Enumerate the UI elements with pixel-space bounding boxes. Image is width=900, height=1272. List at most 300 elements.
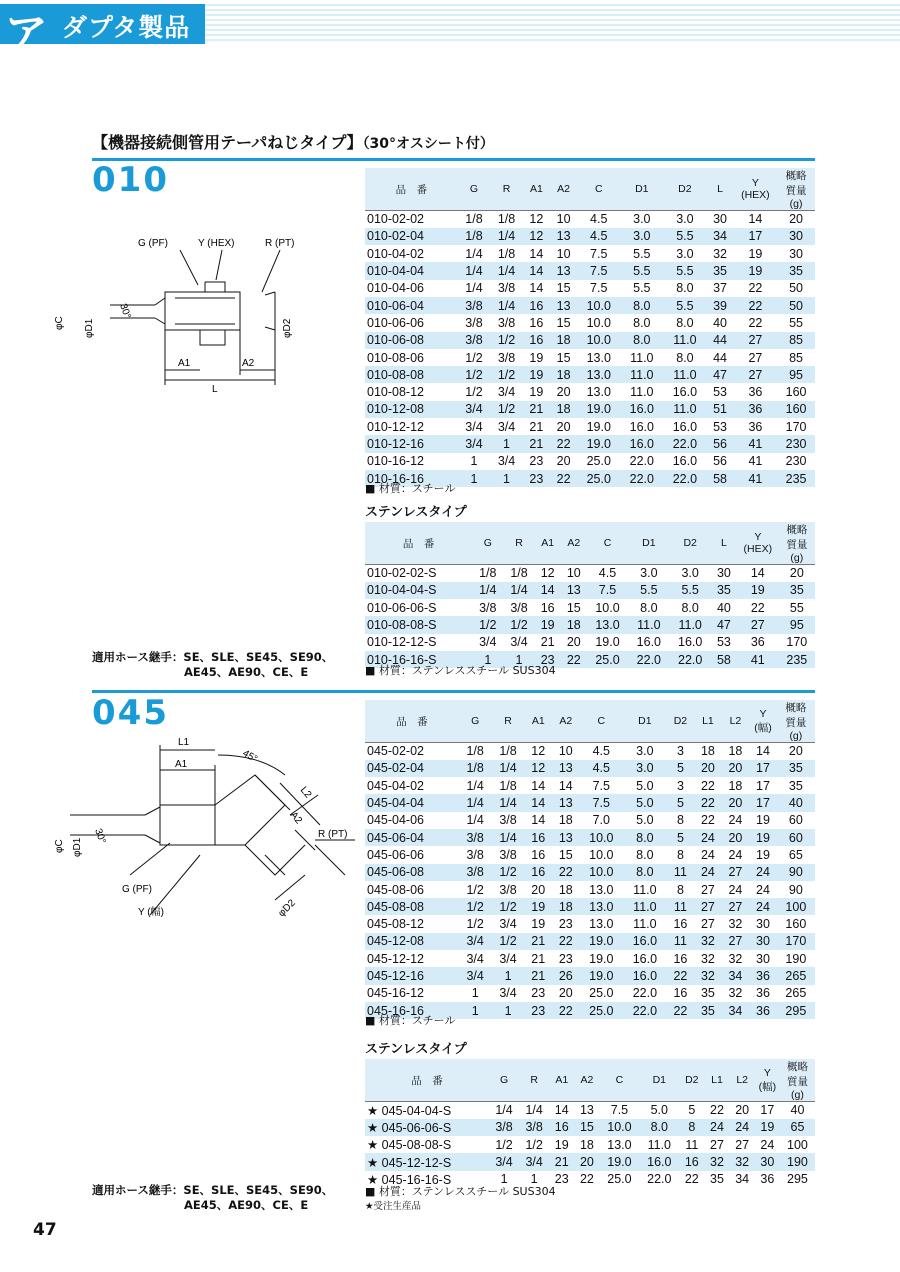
table-cell: 32 [700,951,715,966]
table-cell: 8.0 [623,829,667,846]
table-cell: 36 [750,635,765,650]
table-cell: 15 [556,315,571,330]
product-code-010: 010 [92,160,169,200]
table-cell: 22.0 [670,651,711,668]
table-row [365,812,815,829]
table-cell: 27 [748,350,763,365]
table-cell: 19.0 [595,635,620,650]
table-cell: 15 [558,847,573,862]
table-cell: 90 [777,864,815,881]
table-row [365,1102,815,1119]
column-header: D2 [663,168,706,211]
table-cell: 1/8 [479,566,497,581]
table-cell: 22 [748,315,763,330]
table-cell: 8 [676,882,684,897]
table-cell: 32 [694,933,722,950]
table-row [365,743,815,760]
table-cell: 11.0 [663,401,706,418]
label-g: G (PF) [138,238,168,249]
table-cell: 22 [694,794,722,811]
table-cell: 85 [777,332,815,349]
table-cell: 44 [706,332,733,349]
column-header: D1 [620,168,663,211]
table-cell: 13.0 [589,882,614,897]
part-number-cell: 045-12-08 [365,933,459,950]
column-header: C [600,1059,640,1102]
table-cell: 1 [459,1002,492,1019]
part-number-cell: 010-04-04-S [365,582,472,599]
column-header: D1 [628,522,669,565]
table-cell: 3 [676,744,684,759]
table-cell: 10.0 [577,297,620,314]
column-header: 品 番 [365,700,459,743]
table-cell: 1 [490,470,523,487]
table-cell: 265 [777,967,815,984]
label-a2-045: A2 [287,809,304,827]
table-cell: 39 [706,297,733,314]
table-cell: 19 [734,262,777,279]
table-cell: 22.0 [629,454,654,469]
table-cell: 3/4 [459,967,492,984]
part-number-cell: 010-12-08 [365,401,458,418]
table-cell: 19.0 [600,1153,640,1170]
table-cell: 160 [785,385,807,400]
table-row [365,211,815,228]
column-header: Y (HEX) [737,522,779,565]
table-cell: 7.5 [592,778,610,793]
table-row [365,634,815,651]
table-cell: 4.5 [598,566,617,581]
table-cell: 4.5 [590,212,608,227]
table-cell: 19 [749,829,777,846]
stainless-title-010: ステンレスタイプ [365,505,467,520]
table-cell: 22 [710,1103,724,1118]
table-cell: 3/4 [479,635,497,650]
table-cell: 295 [777,1002,815,1019]
label-l1: L1 [178,737,190,748]
table-cell: 3/8 [499,847,517,862]
table-cell: 3.0 [620,228,663,245]
table-cell: 1/4 [466,813,484,828]
label-a1-045: A1 [175,759,188,770]
table-cell: 22 [550,435,577,452]
table-row [365,349,815,366]
table-cell: 24 [704,1119,729,1136]
table-cell: 20 [789,212,804,227]
column-header: A2 [552,700,580,743]
hose-line2: AE45、AE90、CE、E [184,1198,309,1212]
table-cell: 1/2 [458,366,491,383]
column-header: R [503,522,534,565]
table-cell: 30 [777,228,815,245]
table-cell: 190 [780,1153,815,1170]
section-rule-010 [92,158,815,161]
table-cell: 13.0 [580,898,624,915]
table-010 [365,168,815,487]
table-cell: 5 [688,1103,696,1118]
label-d1: φD1 [84,318,95,338]
part-number-cell: ★ 045-04-04-S [367,1103,452,1118]
table-cell: 35 [711,582,737,599]
table-row [365,898,815,915]
header-big-char: ア [4,9,48,60]
table-cell: 19 [554,1137,569,1152]
table-row [365,383,815,400]
table-cell: 1 [492,1002,525,1019]
table-cell: 170 [786,635,808,650]
table-cell: 24 [730,1119,755,1136]
table-row [365,933,815,950]
table-cell: 36 [749,1002,777,1019]
table-cell: 16.0 [672,454,698,469]
table-cell: 13.0 [586,385,611,400]
label-d2: φD2 [282,318,293,338]
table-cell: 3/8 [510,600,528,615]
table-cell: 3.0 [640,566,658,581]
table-cell: 1/4 [458,262,491,279]
section-title [92,130,494,153]
table-cell: 16.0 [620,435,663,452]
table-cell: 40 [713,315,727,330]
table-cell: 27 [722,864,750,881]
table-cell: 20 [558,986,573,1001]
table-cell: 1/2 [465,385,483,400]
table-cell: 3.0 [636,744,654,759]
part-number-cell: 010-16-16 [365,470,458,487]
table-cell: 22.0 [623,1002,667,1019]
section-title-main: 【機器接続側管用テーパねじタイプ】 [92,133,363,152]
table-cell: 23 [531,986,546,1001]
part-number-cell: ★ 045-06-06-S [365,1119,489,1136]
column-header: L1 [704,1059,729,1102]
table-cell: 27 [710,1137,724,1152]
table-cell: 13.0 [607,1137,632,1152]
table-cell: 10 [566,566,581,581]
table-cell: 16 [673,986,688,1001]
table-cell: 3.0 [623,760,667,777]
table-cell: 11.0 [670,616,711,633]
section-rule-045 [92,690,815,693]
table-cell: 24 [756,882,770,897]
table-cell: 19.0 [577,435,620,452]
table-row [365,314,815,331]
table-cell: 13 [550,297,577,314]
table-cell: 11 [667,933,695,950]
table-cell: 18 [550,401,577,418]
table-cell: 22 [748,281,763,296]
label-30: 30° [117,302,133,321]
table-cell: 14 [554,1103,569,1118]
table-cell: 47 [711,616,737,633]
label-c: φC [54,316,65,330]
table-cell: 14 [529,246,544,261]
table-cell: 25.0 [607,1172,632,1187]
table-cell: 18 [561,616,587,633]
table-cell: 16.0 [620,401,663,418]
table-cell: 22 [667,1002,695,1019]
table-cell: 1/2 [495,1137,513,1152]
table-cell: 32 [728,917,743,932]
table-cell: 65 [788,847,803,862]
table-cell: 18 [728,778,743,793]
table-cell: 24 [728,813,743,828]
table-cell: 10.0 [595,600,620,615]
column-header: G [459,700,492,743]
label-45: 45° [240,748,260,766]
table-cell: 41 [748,454,763,469]
table-cell: 3/8 [459,864,492,881]
table-cell: 95 [779,616,815,633]
table-cell: 53 [713,419,727,434]
table-cell: 21 [549,1153,574,1170]
part-number-cell: 045-06-06 [367,847,424,862]
stainless-table-010 [365,522,815,668]
table-cell: 1 [500,1172,508,1187]
table-cell: 55 [789,600,804,615]
table-cell: 16 [523,297,550,314]
table-cell: 3/8 [499,813,517,828]
table-cell: 5.5 [628,582,669,599]
table-cell: 12 [529,212,544,227]
table-cell: 190 [785,951,807,966]
table-cell: 60 [777,829,815,846]
column-header: G [458,168,491,211]
table-cell: 22 [700,813,715,828]
table-cell: 35 [700,986,715,1001]
table-cell: 3/8 [499,882,517,897]
column-header: D2 [679,1059,704,1102]
table-cell: 4.5 [592,744,610,759]
table-cell: 24 [700,847,715,862]
table-cell: 8 [676,847,684,862]
table-cell: 8.0 [640,600,658,615]
table-cell: 1/4 [465,281,483,296]
table-cell: 35 [779,582,815,599]
table-cell: 20 [722,794,750,811]
part-number-cell: 010-04-06 [367,281,424,296]
table-cell: 1/4 [466,778,484,793]
column-header: D2 [670,522,711,565]
table-cell: 3/4 [465,419,483,434]
table-cell: 1 [470,454,478,469]
table-cell: 32 [728,951,743,966]
table-cell: 36 [749,967,777,984]
table-cell: 8.0 [681,600,699,615]
part-number-cell: 010-16-16-S [365,651,472,668]
table-cell: 14 [523,262,550,279]
table-cell: 19 [535,616,561,633]
table-cell: 11.0 [630,350,654,365]
part-number-cell: 045-16-16 [365,1002,459,1019]
table-cell: 22.0 [663,435,706,452]
table-cell: 19 [523,366,550,383]
table-cell: 11 [685,1137,699,1152]
table-cell: 7.5 [590,246,608,261]
table-cell: 3.0 [681,566,699,581]
table-cell: 3/8 [458,332,491,349]
diagram-010 [50,230,320,410]
table-cell: 19 [529,350,544,365]
table-cell: 18 [728,744,743,759]
table-cell: 22.0 [628,651,669,668]
table-cell: 4.5 [577,228,620,245]
table-cell: 1/2 [492,933,525,950]
table-cell: 25.0 [577,470,620,487]
part-number-cell: 045-08-06 [367,882,424,897]
table-cell: 32 [704,1153,729,1170]
table-cell: 41 [734,435,777,452]
table-cell: 22 [552,933,580,950]
table-cell: 34 [735,1172,750,1187]
table-row [365,453,815,470]
table-cell: 16.0 [629,419,654,434]
table-cell: 25.0 [587,651,628,668]
table-cell: 40 [716,600,731,615]
table-cell: 16 [529,315,544,330]
column-header: 品 番 [365,1059,489,1102]
table-cell: 5.0 [636,778,654,793]
table-cell: 170 [777,933,815,950]
table-cell: 20 [722,760,750,777]
table-cell: 3/4 [499,917,517,932]
column-header: G [472,522,503,565]
table-cell: 21 [525,967,553,984]
table-cell: 21 [529,419,544,434]
section-title-sub: （30°オスシート付） [362,136,494,152]
table-cell: 1/2 [525,1137,543,1152]
table-cell: 8.0 [676,281,694,296]
table-cell: 23 [525,1002,553,1019]
table-cell: 7.5 [587,582,628,599]
table-cell: 30 [756,951,770,966]
part-number-cell: 010-08-08-S [365,616,472,633]
table-cell: 5.5 [663,262,706,279]
label-y: Y (HEX) [198,238,235,249]
table-cell: 16 [525,829,553,846]
table-cell: 53 [716,635,731,650]
table-cell: 36 [734,401,777,418]
table-cell: 32 [694,967,722,984]
table-row [365,435,815,452]
table-cell: 16.0 [623,967,667,984]
table-cell: 25.0 [586,454,611,469]
table-cell: 27 [734,366,777,383]
table-cell: 13.0 [589,917,614,932]
table-cell: 1/8 [465,212,483,227]
table-cell: 1/4 [503,582,534,599]
table-cell: 22 [552,864,580,881]
table-cell: 16 [540,600,555,615]
table-cell: 24 [694,864,722,881]
table-cell: 17 [760,1103,775,1118]
part-number-cell: 010-02-04 [365,228,458,245]
column-header: 概略 質量 (g) [779,522,815,565]
table-cell: 16 [673,917,688,932]
table-cell: 8.0 [676,315,694,330]
page-header [0,0,900,60]
table-cell: 11.0 [663,366,706,383]
table-cell: 30 [789,246,804,261]
table-cell: 35 [706,262,733,279]
part-number-cell: 010-06-08 [365,332,458,349]
table-cell: 1/2 [490,366,523,383]
table-cell: 8.0 [639,1119,679,1136]
header-row [365,168,815,211]
column-header: C [580,700,624,743]
column-header: D1 [623,700,667,743]
table-cell: 41 [737,651,779,668]
column-header: A1 [535,522,561,565]
part-number-cell: 010-12-16 [365,435,458,452]
table-cell: 170 [785,419,807,434]
table-cell: 100 [777,898,815,915]
table-cell: 16 [673,951,688,966]
table-cell: 12 [540,566,555,581]
table-cell: 8.0 [620,332,663,349]
table-cell: 1/2 [503,616,534,633]
table-cell: 3/4 [519,1153,549,1170]
table-cell: 3/4 [499,951,517,966]
table-cell: 11.0 [633,917,657,932]
table-cell: 16.0 [639,1153,679,1170]
table-cell: 20 [694,760,722,777]
part-number-cell: 010-04-02 [367,246,424,261]
table-cell: 5 [667,794,695,811]
table-cell: 18 [558,882,573,897]
label-30-045: 30° [92,827,108,846]
table-cell: 1/4 [490,262,523,279]
table-cell: 13.0 [577,366,620,383]
table-cell: 17 [734,228,777,245]
table-cell: 19.0 [580,933,624,950]
table-row [365,967,815,984]
table-cell: 3/8 [497,315,516,330]
column-header: R [519,1059,549,1102]
table-cell: 1/2 [492,898,525,915]
table-cell: 8 [679,1119,704,1136]
table-cell: 11.0 [633,882,657,897]
part-number-cell: 045-04-06 [367,813,424,828]
table-cell: 18 [558,813,573,828]
table-cell: 1/2 [490,332,523,349]
table-cell: 24 [760,1137,775,1152]
hose-line1: 適用ホース継手：SE、SLE、SE45、SE90、 [92,1183,334,1197]
part-number-cell: 045-12-16 [365,967,459,984]
table-cell: 20 [556,385,571,400]
table-cell: 30 [755,1153,780,1170]
column-header: Y (幅) [755,1059,780,1102]
column-header: D2 [667,700,695,743]
table-cell: 22 [750,600,765,615]
table-cell: 21 [540,635,555,650]
table-cell: 22 [684,1172,699,1187]
table-cell: 11.0 [620,366,663,383]
table-cell: 20 [788,744,803,759]
column-header: L [706,168,733,211]
part-number-cell: 010-16-12 [367,454,424,469]
table-cell: 5.0 [623,794,667,811]
table-cell: 1/8 [497,246,516,261]
table-cell: 22 [734,297,777,314]
table-cell: 20 [574,1153,599,1170]
column-header: C [587,522,628,565]
part-number-cell: ★ 045-12-12-S [365,1153,489,1170]
product-code-045: 045 [92,693,169,733]
table-cell: 24 [728,847,743,862]
table-cell: 36 [756,986,770,1001]
table-cell: 14 [531,813,546,828]
table-row [365,401,815,418]
